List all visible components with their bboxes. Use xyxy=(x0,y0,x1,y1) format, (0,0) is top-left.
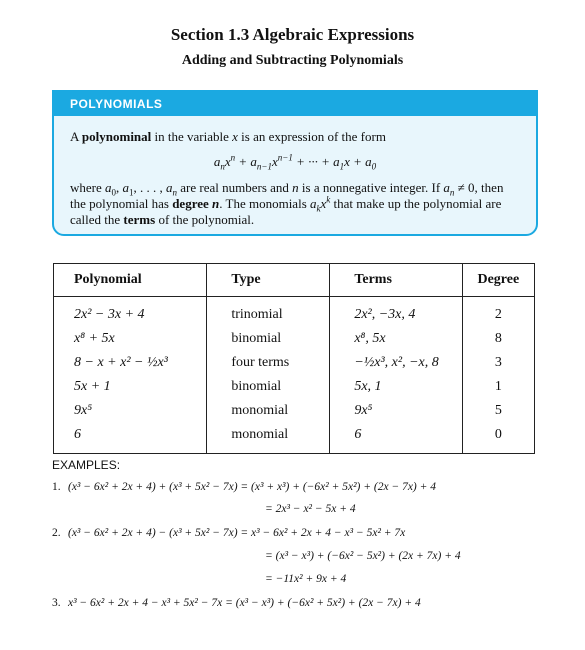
degree-cell: 8 xyxy=(462,327,534,351)
definition-intro: A polynominal in the variable x is an expression of the form xyxy=(70,129,386,144)
degree-cell: 1 xyxy=(462,375,534,399)
example-line: x³ − 6x² + 2x + 4 − x³ + 5x² − 7x = (x³ − x³) + (−6x² + 5x²) + (2x − 7x) + 4 xyxy=(68,597,421,609)
terms-cell: −½x³, x², −x, 8 xyxy=(330,351,462,375)
table-row xyxy=(54,327,535,351)
type-cell: binomial xyxy=(207,375,330,399)
example-number: 3. xyxy=(52,597,61,609)
examples-label: EXAMPLES: xyxy=(52,458,121,472)
terms-cell: x⁸, 5x xyxy=(330,327,462,351)
type-cell: trinomial xyxy=(207,297,330,328)
column-header-degree: Degree xyxy=(462,264,534,297)
polynomial-cell: 5x + 1 xyxy=(54,375,207,399)
section-title: Section 1.3 Algebraic Expressions xyxy=(170,25,415,44)
polynomial-cell: x⁸ + 5x xyxy=(54,327,207,351)
terms-cell: 5x, 1 xyxy=(330,375,462,399)
polynomial-cell: 8 − x + x² − ½x³ xyxy=(54,351,207,375)
polynomial-formula: $a_nx^n + a_{n-1}x^{n-1}$ + ··· + $a_1x + a_0$ xyxy=(213,152,377,172)
polynomial-cell: 9x⁵ xyxy=(54,399,207,423)
example-line: = (x³ − x³) + (−6x² − 5x²) + (2x + 7x) + 4 xyxy=(265,550,461,562)
polynomial-cell: 2x² − 3x + 4 xyxy=(54,297,207,328)
example-line: = −11x² + 9x + 4 xyxy=(265,573,347,585)
type-cell: monomial xyxy=(207,423,330,454)
degree-cell: 3 xyxy=(462,351,534,375)
terms-cell: 6 xyxy=(330,423,462,454)
table-row xyxy=(54,375,535,399)
section-subtitle: Adding and Subtracting Polynomials xyxy=(181,53,404,68)
column-header-type: Type xyxy=(207,264,330,297)
type-cell: binomial xyxy=(207,327,330,351)
table-row xyxy=(54,423,535,454)
terms-cell: 2x², −3x, 4 xyxy=(330,297,462,328)
table-row xyxy=(54,297,535,328)
type-cell: four terms xyxy=(207,351,330,375)
polynomial-table xyxy=(53,263,535,454)
degree-cell: 0 xyxy=(462,423,534,454)
table-row xyxy=(54,351,535,375)
definition-box xyxy=(52,90,538,236)
example-line: (x³ − 6x² + 2x + 4) + (x³ + 5x² − 7x) = (x³ + x³) + (−6x² + 5x²) + (2x − 7x) + 4 xyxy=(68,481,437,493)
degree-cell: 2 xyxy=(462,297,534,328)
example-number: 2. xyxy=(52,527,61,539)
polynomial-cell: 6 xyxy=(54,423,207,454)
definition-heading: POLYNOMIALS xyxy=(54,92,536,116)
example-line: = 2x³ − x² − 5x + 4 xyxy=(265,503,356,515)
example-number: 1. xyxy=(52,481,61,493)
column-header-terms: Terms xyxy=(330,264,462,297)
terms-cell: 9x⁵ xyxy=(330,399,462,423)
example-line: (x³ − 6x² + 2x + 4) − (x³ + 5x² − 7x) = x³ − 6x² + 2x + 4 − x³ − 5x² + 7x xyxy=(68,527,406,539)
type-cell: monomial xyxy=(207,399,330,423)
definition-body: where $a_0$, $a_1$, . . . , $a_n$ are real numbers and n is a nonnegative integer. If $a_n \ne 0$, then the polynomial has degree n. The monomials $a_kx^k$ that make up the polynomial are called the terms of the polynomial. xyxy=(70,180,504,227)
table-row xyxy=(54,399,535,423)
degree-cell: 5 xyxy=(462,399,534,423)
column-header-polynomial: Polynomial xyxy=(54,264,207,297)
